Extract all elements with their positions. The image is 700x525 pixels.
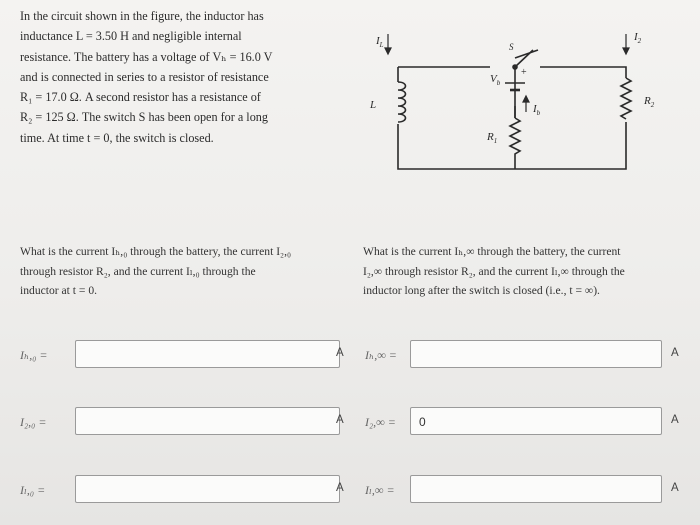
answer-row-ibinf xyxy=(365,340,690,370)
answer-row-i20 xyxy=(20,407,350,437)
answer-label: I₂,∞ = xyxy=(365,415,396,429)
i20-input[interactable] xyxy=(75,407,340,435)
unit-label: A xyxy=(671,347,679,359)
answer-row-ilinf xyxy=(365,475,690,505)
unit-label: A xyxy=(336,414,344,426)
problem-statement: In the circuit shown in the figure, the inductor has inductance L = 3.50 H and negligible internal resistance. The battery has a voltage of Vₕ = 16.0 V and is connected in series to a resistor of resistance R₁ = 17.0 Ω. A second resistor has a resistance of R₂ = 125 Ω. The switch S has been open for a long time. At time t = 0, the switch is closed. xyxy=(20,9,273,145)
ib0-input[interactable] xyxy=(75,340,340,368)
ibinf-input[interactable] xyxy=(410,340,662,368)
switch-blade xyxy=(515,50,533,67)
label-il: $I_L$ xyxy=(376,35,384,49)
unit-label: A xyxy=(336,347,344,359)
label-r2: $R_2$ xyxy=(644,95,655,109)
answer-label: Iₗ,∞ = xyxy=(365,483,395,497)
unit-label: A xyxy=(671,482,679,494)
label-l: L xyxy=(370,99,377,111)
label-s: S xyxy=(509,42,514,52)
label-vb: $V_b$ xyxy=(490,73,501,87)
answer-row-il0 xyxy=(20,475,350,505)
label-plus: + xyxy=(521,67,527,78)
i2inf-input[interactable]: 0 xyxy=(410,407,662,435)
label-ib: $I_b$ xyxy=(533,103,541,117)
unit-label: A xyxy=(671,414,679,426)
answer-label: Iₗ,₀ = xyxy=(20,483,46,497)
answer-row-ib0 xyxy=(20,340,350,370)
answer-row-i2inf xyxy=(365,407,690,437)
ilinf-input[interactable] xyxy=(410,475,662,503)
question-t-infinity: What is the current Iₕ,∞ through the battery, the current I₂,∞ through resistor R₂, and the current Iₗ,∞ through the inductor long after the switch is closed (i.e., t = ∞). xyxy=(363,245,625,298)
question-t0: What is the current Iₕ,₀ through the battery, the current I₂,₀ through resistor R₂, and the current Iₗ,₀ through the inductor at t = 0. xyxy=(20,245,292,298)
answer-label: Iₕ,∞ = xyxy=(365,348,397,362)
unit-label: A xyxy=(336,482,344,494)
label-i2: $I_2$ xyxy=(634,31,642,45)
il0-input[interactable] xyxy=(75,475,340,503)
label-r1: $R_1$ xyxy=(487,131,498,145)
answer-label: Iₕ,₀ = xyxy=(20,348,48,362)
answer-label: I₂,₀ = xyxy=(20,415,47,429)
circuit-diagram xyxy=(340,20,680,200)
